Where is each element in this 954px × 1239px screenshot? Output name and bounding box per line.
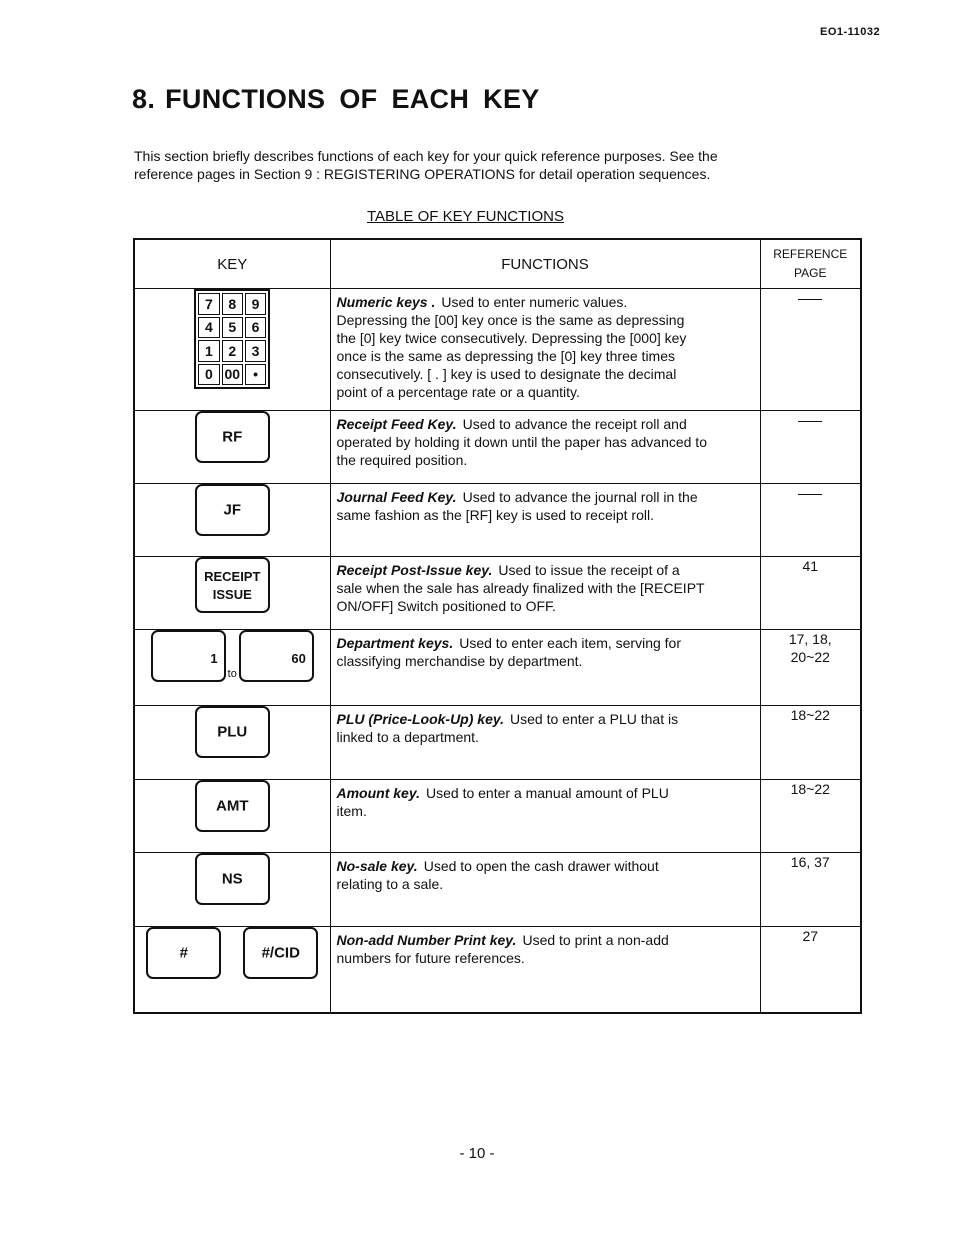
function-text: Used to issue the receipt of a — [498, 562, 680, 578]
function-text: ON/OFF] Switch positioned to OFF. — [336, 598, 556, 614]
function-text: the required position. — [336, 452, 468, 468]
reference-dash — [798, 299, 822, 300]
table-row — [134, 484, 861, 557]
amt-key: AMT — [195, 780, 270, 832]
function-cell — [330, 411, 760, 484]
numpad-key: 3 — [245, 340, 266, 362]
reference-cell: 18~22 — [760, 706, 861, 780]
function-text: sale when the sale has already finalized with the [RECEIPT — [336, 580, 705, 596]
intro-line: This section briefly describes functions of each key for your quick reference purposes. See the — [134, 148, 718, 164]
function-text: Used to advance the journal roll in the — [462, 489, 698, 505]
department-key-1: 1 — [151, 630, 226, 682]
function-text: Used to open the cash drawer without — [423, 858, 659, 874]
function-text: Used to print a non-add — [522, 932, 669, 948]
function-text: the [0] key twice consecutively. Depressing the [000] key — [336, 330, 687, 346]
function-text: point of a percentage rate or a quantity. — [336, 384, 580, 400]
jf-key: JF — [195, 484, 270, 536]
function-text: Used to enter each item, serving for — [459, 635, 681, 651]
function-text: Used to advance the receipt roll and — [462, 416, 687, 432]
receipt-issue-key: RECEIPT ISSUE — [195, 557, 270, 613]
key-cell — [134, 927, 330, 1013]
plu-key: PLU — [195, 706, 270, 758]
function-cell — [330, 706, 760, 780]
table-row — [134, 706, 861, 780]
title-word: KEY — [483, 84, 540, 114]
function-text: linked to a department. — [336, 729, 479, 745]
key-cell — [134, 706, 330, 780]
function-cell — [330, 630, 760, 706]
function-cell — [330, 484, 760, 557]
key-cell — [134, 780, 330, 853]
key-name: Journal Feed Key. — [336, 489, 457, 505]
table-row — [134, 557, 861, 630]
reference-cell: 41 — [760, 557, 861, 630]
function-text: once is the same as depressing the [0] key three times — [336, 348, 676, 364]
header-functions: FUNCTIONS — [330, 239, 760, 289]
numpad-key: 9 — [245, 293, 266, 315]
table-caption: TABLE OF KEY FUNCTIONS — [367, 208, 564, 225]
intro-line: reference pages in Section 9 : REGISTERING OPERATIONS for detail operation sequences. — [134, 166, 711, 182]
function-cell — [330, 927, 760, 1013]
numpad-key: 1 — [198, 340, 219, 362]
ns-key: NS — [195, 853, 270, 905]
table-row — [134, 780, 861, 853]
cid-key: #/CID — [243, 927, 318, 979]
key-name: PLU (Price-Look-Up) key. — [336, 711, 505, 727]
reference-cell — [760, 411, 861, 484]
header-reference-page: REFERENCE PAGE — [760, 239, 861, 289]
key-functions-table — [133, 238, 862, 1014]
reference-dash — [798, 494, 822, 495]
key-name: Numeric keys . — [336, 294, 436, 310]
title-word: EACH — [391, 84, 470, 114]
table-row — [134, 630, 861, 706]
function-cell — [330, 289, 760, 411]
function-text: Used to enter a manual amount of PLU — [426, 785, 669, 801]
table-row — [134, 411, 861, 484]
reference-cell: 16, 37 — [760, 853, 861, 927]
function-text: same fashion as the [RF] key is used to receipt roll. — [336, 507, 654, 523]
to-label: to — [227, 668, 237, 680]
key-name: Non-add Number Print key. — [336, 932, 517, 948]
numpad-key: 4 — [198, 317, 219, 339]
function-text: relating to a sale. — [336, 876, 444, 892]
function-cell — [330, 780, 760, 853]
title-word: OF — [339, 84, 378, 114]
key-cell — [134, 630, 330, 706]
key-name: Department keys. — [336, 635, 454, 651]
function-cell — [330, 557, 760, 630]
intro-paragraph — [134, 147, 814, 183]
numpad-key: 7 — [198, 293, 219, 315]
function-cell — [330, 853, 760, 927]
numpad-key: 6 — [245, 317, 266, 339]
key-name: Amount key. — [336, 785, 420, 801]
key-cell — [134, 484, 330, 557]
page-number: - 10 - — [459, 1145, 495, 1162]
rf-key: RF — [195, 411, 270, 463]
title-word: FUNCTIONS — [165, 84, 326, 114]
numpad-key: 8 — [222, 293, 243, 315]
numpad-key: 00 — [222, 364, 243, 386]
key-name: Receipt Feed Key. — [336, 416, 457, 432]
numpad-key: 5 — [222, 317, 243, 339]
table-header-row — [134, 239, 861, 289]
function-text: Used to enter numeric values. — [441, 294, 628, 310]
function-text: consecutively. [ . ] key is used to designate the decimal — [336, 366, 677, 382]
reference-cell: 27 — [760, 927, 861, 1013]
numpad-key: 0 — [198, 364, 219, 386]
numeric-keypad — [194, 289, 270, 389]
reference-cell — [760, 484, 861, 557]
table-row — [134, 853, 861, 927]
table-row — [134, 289, 861, 411]
function-text: Used to enter a PLU that is — [510, 711, 679, 727]
function-text: item. — [336, 803, 367, 819]
section-number: 8. — [132, 84, 156, 114]
function-text: operated by holding it down until the paper has advanced to — [336, 434, 707, 450]
reference-cell: 17, 18, 20~22 — [760, 630, 861, 706]
number-key: # — [146, 927, 221, 979]
numpad-key: 2 — [222, 340, 243, 362]
key-cell — [134, 853, 330, 927]
function-text: numbers for future references. — [336, 950, 525, 966]
reference-cell — [760, 289, 861, 411]
department-key-60: 60 — [239, 630, 314, 682]
document-number: EO1-11032 — [820, 26, 881, 38]
key-cell — [134, 289, 330, 411]
key-name: Receipt Post-Issue key. — [336, 562, 493, 578]
key-cell — [134, 411, 330, 484]
reference-dash — [798, 421, 822, 422]
reference-cell: 18~22 — [760, 780, 861, 853]
function-text: classifying merchandise by department. — [336, 653, 583, 669]
key-name: No-sale key. — [336, 858, 418, 874]
key-cell — [134, 557, 330, 630]
section-title — [132, 84, 540, 115]
header-key: KEY — [134, 239, 330, 289]
function-text: Depressing the [00] key once is the same as depressing — [336, 312, 685, 328]
table-row — [134, 927, 861, 1013]
numpad-key: • — [245, 364, 266, 386]
